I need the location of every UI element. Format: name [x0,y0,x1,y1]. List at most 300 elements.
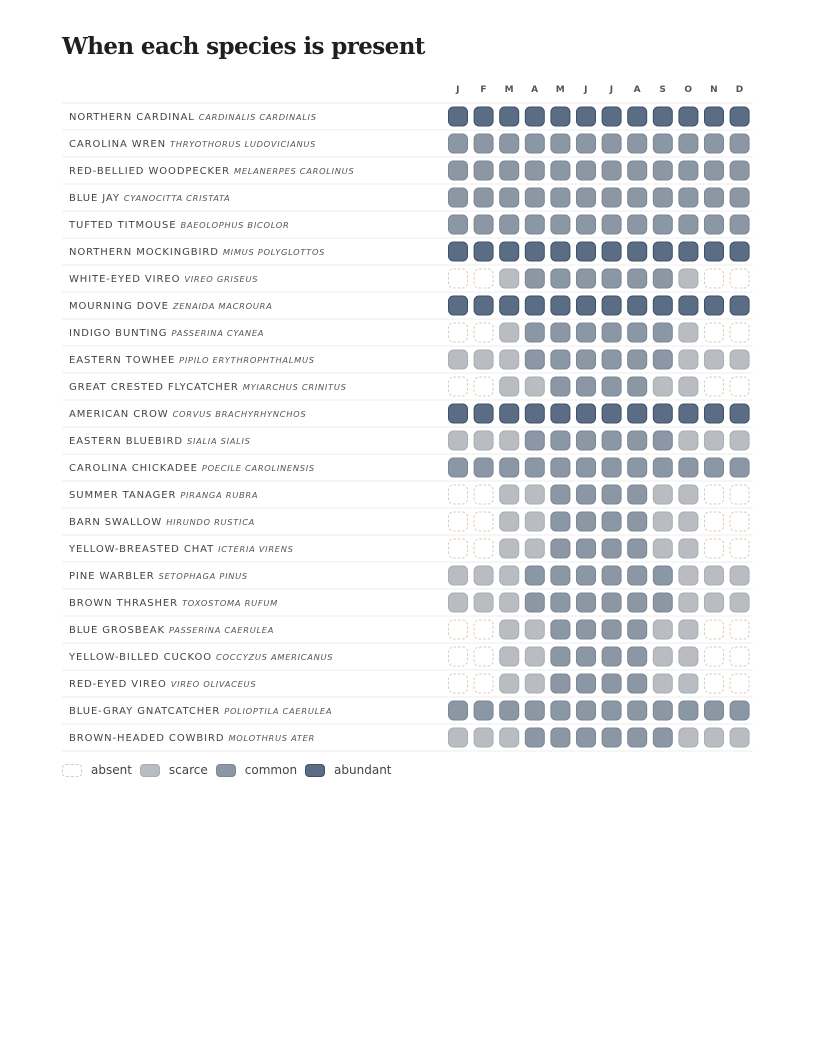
presence-cell [474,593,493,612]
presence-cell [474,107,493,126]
presence-cell [474,215,493,234]
presence-cell [551,377,570,396]
presence-cell [602,485,621,504]
presence-cell [679,701,698,720]
presence-cell [705,188,724,207]
species-common-name: YELLOW-BREASTED CHAT [69,544,215,556]
presence-cell [500,377,519,396]
presence-cell [577,188,596,207]
presence-cell [602,458,621,477]
species-common-name: NORTHERN MOCKINGBIRD [69,247,219,259]
species-label [69,274,258,285]
presence-cell [525,161,544,180]
presence-cell [449,674,468,693]
presence-cell [449,485,468,504]
species-label [68,544,294,555]
presence-cell [449,161,468,180]
species-common-name: PINE WARBLER [69,571,155,583]
presence-cell [525,134,544,153]
presence-cell [449,296,468,315]
presence-cell [679,188,698,207]
presence-cell [679,269,698,288]
presence-cell [525,377,544,396]
presence-cell [474,647,493,666]
presence-cell [500,134,519,153]
legend-label-absent: absent [91,763,132,777]
presence-cell [679,593,698,612]
presence-cell [525,620,544,639]
species-scientific-name: BAEOLOPHUS BICOLOR [180,220,290,231]
presence-cell [577,647,596,666]
presence-cell [679,323,698,342]
presence-cell [679,404,698,423]
species-label [69,328,264,339]
presence-cell [500,323,519,342]
presence-cell [628,485,647,504]
presence-cell [628,188,647,207]
presence-cell [474,242,493,261]
presence-cell [577,296,596,315]
presence-cell [577,323,596,342]
presence-cell [730,620,749,639]
species-label [69,139,316,150]
species-common-name: BROWN THRASHER [69,598,178,610]
presence-cell [525,269,544,288]
presence-cell [474,701,493,720]
presence-cell [551,350,570,369]
presence-cell [602,296,621,315]
presence-cell [577,620,596,639]
species-common-name: BARN SWALLOW [69,517,163,529]
presence-cell [525,350,544,369]
species-common-name: AMERICAN CROW [69,409,169,421]
presence-cell [602,512,621,531]
presence-cell [577,512,596,531]
presence-cell [577,566,596,585]
presence-cell [500,728,519,747]
presence-cell [679,134,698,153]
presence-cell [628,512,647,531]
presence-cell [525,647,544,666]
species-common-name: RED-EYED VIREO [69,679,167,691]
presence-cell [730,647,749,666]
presence-cell [628,242,647,261]
presence-cell [449,701,468,720]
presence-cell [551,269,570,288]
presence-cell [730,296,749,315]
presence-cell [653,107,672,126]
legend [62,763,400,777]
species-scientific-name: VIREO GRISEUS [184,274,259,285]
legend-swatch-abundant [305,764,325,777]
presence-cell [474,458,493,477]
presence-cell [525,215,544,234]
presence-cell [449,539,468,558]
presence-cell [551,404,570,423]
presence-cell [525,458,544,477]
presence-cell [525,242,544,261]
presence-cell [525,485,544,504]
species-common-name: RED-BELLIED WOODPECKER [69,166,230,178]
presence-cell [653,215,672,234]
species-scientific-name: SETOPHAGA PINUS [158,571,248,582]
presence-cell [474,269,493,288]
presence-cell [602,674,621,693]
presence-cell [679,161,698,180]
presence-cell [449,323,468,342]
presence-cell [577,161,596,180]
month-label: O [684,85,693,95]
month-label: J [456,85,460,95]
presence-cell [679,566,698,585]
presence-cell [449,431,468,450]
presence-cell [730,431,749,450]
presence-cell [628,701,647,720]
presence-cell [474,404,493,423]
presence-cell [653,647,672,666]
month-label: J [584,85,588,95]
presence-cell [730,485,749,504]
presence-cell [730,188,749,207]
presence-cell [653,296,672,315]
presence-cell [474,134,493,153]
presence-cell [474,539,493,558]
month-label: D [735,85,744,95]
presence-cell [577,674,596,693]
presence-cell [730,161,749,180]
presence-cell [500,539,519,558]
species-scientific-name: POECILE CAROLINENSIS [201,463,315,474]
species-common-name: BROWN-HEADED COWBIRD [69,733,225,745]
presence-cell [602,134,621,153]
species-common-name: SUMMER TANAGER [69,490,177,502]
presence-cell [500,593,519,612]
month-label: M [504,85,514,95]
presence-cell [653,485,672,504]
presence-cell [525,188,544,207]
month-label: N [710,85,718,95]
presence-cell [628,647,647,666]
presence-cell [551,539,570,558]
presence-cell [705,323,724,342]
presence-cell [679,485,698,504]
presence-cell [551,674,570,693]
presence-cell [628,458,647,477]
presence-cell [474,620,493,639]
presence-cell [551,242,570,261]
presence-cell [730,701,749,720]
month-label: A [633,85,641,95]
presence-cell [449,134,468,153]
species-scientific-name: COCCYZUS AMERICANUS [216,652,334,663]
presence-cell [628,296,647,315]
presence-cell [449,404,468,423]
month-label: A [531,85,539,95]
presence-cell [705,161,724,180]
presence-cell [730,323,749,342]
legend-swatch-common [216,764,236,777]
presence-cell [705,431,724,450]
presence-cell [551,296,570,315]
presence-cell [653,728,672,747]
species-label [69,436,251,447]
species-scientific-name: CARDINALIS CARDINALIS [198,112,317,123]
species-label [69,382,347,393]
presence-cell [602,620,621,639]
species-label [69,247,325,258]
presence-cell [653,161,672,180]
presence-cell [653,377,672,396]
species-common-name: MOURNING DOVE [69,301,169,313]
species-label [69,490,258,501]
presence-cell [730,215,749,234]
presence-cell [577,269,596,288]
species-scientific-name: HIRUNDO RUSTICA [166,517,256,528]
species-scientific-name: CYANOCITTA CRISTATA [123,193,231,204]
presence-cell [449,620,468,639]
presence-cell [730,458,749,477]
presence-cell [525,323,544,342]
species-common-name: CAROLINA WREN [69,139,166,151]
presence-cell [551,647,570,666]
presence-cell [628,350,647,369]
legend-swatch-scarce [140,764,160,777]
presence-cell [577,215,596,234]
presence-cell [500,188,519,207]
presence-cell [628,107,647,126]
presence-cell [653,269,672,288]
presence-cell [474,296,493,315]
presence-cell [679,107,698,126]
presence-cell [628,377,647,396]
species-common-name: TUFTED TITMOUSE [69,220,177,232]
species-label [69,463,315,474]
presence-cell [679,296,698,315]
presence-cell [551,161,570,180]
presence-cell [628,566,647,585]
presence-cell [602,647,621,666]
presence-cell [705,539,724,558]
presence-cell [525,404,544,423]
species-scientific-name: SIALIA SIALIS [186,436,251,447]
species-scientific-name: POLIOPTILA CAERULEA [224,706,333,717]
presence-cell [705,377,724,396]
presence-cell [602,431,621,450]
species-label [69,409,306,420]
presence-cell [500,296,519,315]
presence-cell [551,431,570,450]
presence-cell [679,512,698,531]
presence-cell [602,242,621,261]
presence-cell [730,512,749,531]
presence-cell [577,134,596,153]
presence-cell [705,458,724,477]
presence-cell [525,674,544,693]
presence-cell [730,134,749,153]
presence-cell [500,431,519,450]
presence-cell [551,188,570,207]
presence-cell [551,485,570,504]
species-common-name: GREAT CRESTED FLYCATCHER [69,382,239,394]
presence-cell [500,674,519,693]
presence-cell [500,161,519,180]
presence-cell [602,566,621,585]
presence-cell [525,107,544,126]
presence-cell [551,134,570,153]
species-common-name: NORTHERN CARDINAL [69,112,195,124]
presence-cell [525,728,544,747]
presence-cell [602,161,621,180]
presence-cell [449,566,468,585]
species-label [69,166,354,177]
presence-cell [500,242,519,261]
species-scientific-name: TOXOSTOMA RUFUM [181,598,278,609]
presence-cell [474,431,493,450]
species-scientific-name: THRYOTHORUS LUDOVICIANUS [170,139,317,150]
presence-cell [525,539,544,558]
presence-cell [679,377,698,396]
presence-cell [653,593,672,612]
presence-cell [474,377,493,396]
presence-cell [653,188,672,207]
presence-cell [449,188,468,207]
presence-cell [551,107,570,126]
presence-cell [653,674,672,693]
presence-cell [474,161,493,180]
species-common-name: INDIGO BUNTING [69,328,168,340]
presence-cell [653,431,672,450]
presence-cell [705,242,724,261]
presence-cell [525,593,544,612]
species-common-name: BLUE-GRAY GNATCATCHER [69,706,221,718]
presence-cell [705,566,724,585]
presence-cell [628,215,647,234]
presence-cell [705,620,724,639]
species-scientific-name: PASSERINA CYANEA [171,328,265,339]
presence-cell [500,458,519,477]
presence-cell [577,728,596,747]
presence-cell [551,323,570,342]
presence-cell [449,512,468,531]
presence-cell [525,701,544,720]
presence-cell [449,728,468,747]
presence-cell [449,269,468,288]
presence-cell [602,188,621,207]
species-label [68,652,333,663]
presence-cell [653,620,672,639]
presence-cell [602,377,621,396]
page-title: When each species is present [62,33,425,60]
species-scientific-name: PASSERINA CAERULEA [168,625,275,636]
presence-cell [628,323,647,342]
presence-cell [705,512,724,531]
presence-cell [551,566,570,585]
presence-cell [628,269,647,288]
presence-cell [628,539,647,558]
species-scientific-name: MOLOTHRUS ATER [228,733,316,744]
presence-cell [628,431,647,450]
presence-cell [730,242,749,261]
presence-cell [474,188,493,207]
presence-cell [577,593,596,612]
species-label [69,517,255,528]
presence-cell [730,674,749,693]
presence-cell [705,107,724,126]
presence-cell [730,404,749,423]
species-scientific-name: MYIARCHUS CRINITUS [242,382,347,393]
presence-cell [705,134,724,153]
presence-cell [705,728,724,747]
presence-cell [730,728,749,747]
presence-cell [705,647,724,666]
presence-cell [602,323,621,342]
month-label: F [480,85,487,95]
presence-cell [653,539,672,558]
presence-cell [679,215,698,234]
species-common-name: BLUE JAY [69,193,120,205]
presence-cell [551,728,570,747]
presence-cell [577,539,596,558]
month-label: M [555,85,566,95]
presence-cell [705,701,724,720]
presence-cell [653,323,672,342]
presence-cell [602,701,621,720]
presence-cell [602,269,621,288]
presence-cell [449,593,468,612]
presence-cell [679,620,698,639]
presence-cell [577,404,596,423]
presence-cell [653,242,672,261]
presence-cell [577,701,596,720]
presence-cell [628,620,647,639]
presence-cell [525,296,544,315]
presence-cell [474,728,493,747]
presence-cell [500,215,519,234]
presence-cell [705,350,724,369]
legend-item-abundant [305,763,391,777]
presence-cell [730,350,749,369]
presence-cell [551,512,570,531]
presence-cell [628,593,647,612]
presence-cell [679,539,698,558]
presence-cell [500,647,519,666]
presence-cell [705,215,724,234]
presence-cell [653,458,672,477]
presence-cell [474,323,493,342]
presence-cell [705,296,724,315]
presence-cell [577,431,596,450]
presence-cell [653,701,672,720]
presence-cell [705,269,724,288]
presence-cell [679,647,698,666]
species-scientific-name: CORVUS BRACHYRHYNCHOS [172,409,307,420]
presence-cell [679,431,698,450]
presence-cell [705,485,724,504]
species-scientific-name: ICTERIA VIRENS [218,544,294,555]
presence-cell [500,620,519,639]
species-scientific-name: MIMUS POLYGLOTTOS [222,247,326,258]
species-label [69,112,317,123]
presence-cell [500,485,519,504]
presence-cell [551,215,570,234]
presence-cell [628,404,647,423]
presence-cell [730,566,749,585]
presence-cell [474,350,493,369]
presence-cell [602,350,621,369]
presence-cell [577,242,596,261]
presence-cell [628,728,647,747]
presence-cell [449,458,468,477]
